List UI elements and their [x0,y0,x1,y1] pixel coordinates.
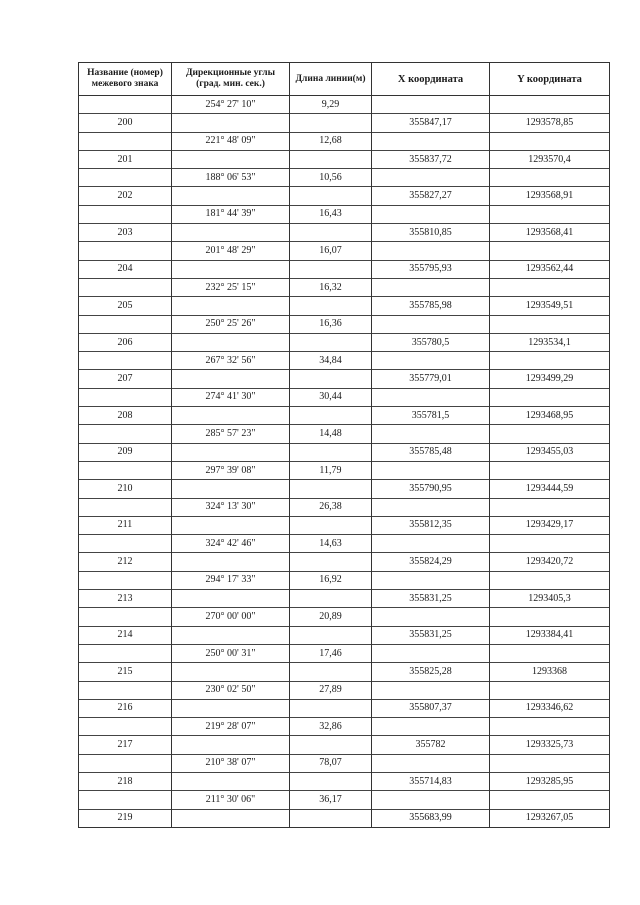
empty-cell [490,791,610,809]
y-coordinate: 1293455,03 [490,443,610,461]
empty-cell [79,718,172,736]
line-length: 11,79 [290,461,372,479]
empty-cell [290,736,372,754]
segment-row [79,242,610,260]
empty-cell [490,205,610,223]
marker-name: 219 [79,809,172,827]
y-coordinate: 1293568,41 [490,224,610,242]
marker-name: 206 [79,333,172,351]
table-header-row [79,63,610,96]
x-coordinate: 355790,95 [372,480,490,498]
point-row [79,407,610,425]
empty-cell [372,278,490,296]
marker-name: 209 [79,443,172,461]
empty-cell [372,791,490,809]
empty-cell [290,443,372,461]
marker-name: 210 [79,480,172,498]
empty-cell [490,571,610,589]
point-row [79,626,610,644]
empty-cell [79,498,172,516]
segment-row [79,535,610,553]
direction-angle: 250° 00' 31" [172,644,290,662]
empty-cell [79,388,172,406]
segment-row [79,315,610,333]
y-coordinate: 1293384,41 [490,626,610,644]
marker-name: 200 [79,114,172,132]
segment-row [79,425,610,443]
y-coordinate: 1293499,29 [490,370,610,388]
x-coordinate: 355837,72 [372,150,490,168]
x-coordinate: 355785,98 [372,297,490,315]
line-length: 12,68 [290,132,372,150]
segment-row [79,498,610,516]
line-length: 20,89 [290,608,372,626]
empty-cell [490,608,610,626]
empty-cell [172,516,290,534]
marker-name: 213 [79,590,172,608]
empty-cell [372,608,490,626]
segment-row [79,205,610,223]
empty-cell [79,754,172,772]
marker-name: 215 [79,663,172,681]
direction-angle: 210° 38' 07" [172,754,290,772]
empty-cell [172,553,290,571]
empty-cell [79,96,172,114]
marker-name: 211 [79,516,172,534]
segment-row [79,169,610,187]
marker-name: 216 [79,699,172,717]
empty-cell [172,663,290,681]
marker-name: 203 [79,224,172,242]
direction-angle: 250° 25' 26" [172,315,290,333]
empty-cell [172,736,290,754]
empty-cell [79,242,172,260]
empty-cell [290,772,372,790]
empty-cell [79,278,172,296]
segment-row [79,96,610,114]
direction-angle: 232° 25' 15" [172,278,290,296]
line-length: 17,46 [290,644,372,662]
empty-cell [290,699,372,717]
y-coordinate: 1293420,72 [490,553,610,571]
empty-cell [172,699,290,717]
x-coordinate: 355785,48 [372,443,490,461]
header-direction-angles: Дирекционные углы (град. мин. сек.) [172,63,290,96]
empty-cell [372,96,490,114]
point-row [79,150,610,168]
empty-cell [79,608,172,626]
direction-angle: 267° 32' 56" [172,352,290,370]
point-row [79,736,610,754]
line-length: 14,63 [290,535,372,553]
marker-name: 212 [79,553,172,571]
empty-cell [79,425,172,443]
point-row [79,333,610,351]
empty-cell [490,535,610,553]
empty-cell [290,224,372,242]
empty-cell [172,114,290,132]
header-line-length: Длина линии(м) [290,63,372,96]
x-coordinate: 355825,28 [372,663,490,681]
empty-cell [172,224,290,242]
direction-angle: 274° 41' 30" [172,388,290,406]
empty-cell [490,169,610,187]
empty-cell [490,425,610,443]
empty-cell [172,333,290,351]
empty-cell [79,644,172,662]
line-length: 16,36 [290,315,372,333]
empty-cell [290,333,372,351]
empty-cell [79,791,172,809]
empty-cell [172,772,290,790]
point-row [79,370,610,388]
x-coordinate: 355847,17 [372,114,490,132]
empty-cell [172,297,290,315]
direction-angle: 254° 27' 10" [172,96,290,114]
empty-cell [172,626,290,644]
empty-cell [290,370,372,388]
direction-angle: 294° 17' 33" [172,571,290,589]
direction-angle: 285° 57' 23" [172,425,290,443]
x-coordinate: 355780,5 [372,333,490,351]
empty-cell [290,663,372,681]
line-length: 16,43 [290,205,372,223]
empty-cell [490,498,610,516]
empty-cell [172,370,290,388]
empty-cell [290,150,372,168]
empty-cell [372,498,490,516]
direction-angle: 219° 28' 07" [172,718,290,736]
empty-cell [172,187,290,205]
marker-name: 218 [79,772,172,790]
header-y-coordinate: Y координата [490,63,610,96]
direction-angle: 297° 39' 08" [172,461,290,479]
y-coordinate: 1293570,4 [490,150,610,168]
empty-cell [372,681,490,699]
empty-cell [290,626,372,644]
empty-cell [172,443,290,461]
empty-cell [490,242,610,260]
marker-name: 214 [79,626,172,644]
y-coordinate: 1293444,59 [490,480,610,498]
y-coordinate: 1293405,3 [490,590,610,608]
y-coordinate: 1293468,95 [490,407,610,425]
line-length: 30,44 [290,388,372,406]
segment-row [79,388,610,406]
empty-cell [372,461,490,479]
point-row [79,590,610,608]
point-row [79,443,610,461]
empty-cell [79,352,172,370]
point-row [79,224,610,242]
x-coordinate: 355781,5 [372,407,490,425]
empty-cell [372,315,490,333]
empty-cell [372,644,490,662]
empty-cell [372,169,490,187]
empty-cell [490,388,610,406]
direction-angle: 230° 02' 50" [172,681,290,699]
empty-cell [290,297,372,315]
empty-cell [372,242,490,260]
x-coordinate: 355714,83 [372,772,490,790]
point-row [79,772,610,790]
y-coordinate: 1293346,62 [490,699,610,717]
empty-cell [290,260,372,278]
line-length: 32,86 [290,718,372,736]
empty-cell [490,718,610,736]
x-coordinate: 355795,93 [372,260,490,278]
line-length: 14,48 [290,425,372,443]
segment-row [79,278,610,296]
x-coordinate: 355779,01 [372,370,490,388]
header-marker-name: Название (номер) межевого знака [79,63,172,96]
header-x-coordinate: Х координата [372,63,490,96]
empty-cell [172,480,290,498]
x-coordinate: 355831,25 [372,626,490,644]
point-row [79,699,610,717]
empty-cell [372,754,490,772]
marker-name: 201 [79,150,172,168]
empty-cell [172,260,290,278]
x-coordinate: 355827,27 [372,187,490,205]
direction-angle: 211° 30' 06" [172,791,290,809]
y-coordinate: 1293267,05 [490,809,610,827]
empty-cell [79,169,172,187]
empty-cell [490,461,610,479]
line-length: 27,89 [290,681,372,699]
line-length: 36,17 [290,791,372,809]
point-row [79,260,610,278]
line-length: 16,92 [290,571,372,589]
empty-cell [172,590,290,608]
empty-cell [490,681,610,699]
point-row [79,114,610,132]
empty-cell [79,315,172,333]
marker-name: 217 [79,736,172,754]
empty-cell [290,809,372,827]
y-coordinate: 1293578,85 [490,114,610,132]
y-coordinate: 1293562,44 [490,260,610,278]
boundary-coordinates-table [78,62,610,828]
empty-cell [290,480,372,498]
empty-cell [490,278,610,296]
empty-cell [290,114,372,132]
y-coordinate: 1293549,51 [490,297,610,315]
direction-angle: 270° 00' 00" [172,608,290,626]
empty-cell [372,205,490,223]
empty-cell [172,407,290,425]
x-coordinate: 355807,37 [372,699,490,717]
point-row [79,187,610,205]
empty-cell [372,388,490,406]
segment-row [79,132,610,150]
x-coordinate: 355831,25 [372,590,490,608]
segment-row [79,608,610,626]
line-length: 9,29 [290,96,372,114]
point-row [79,516,610,534]
point-row [79,553,610,571]
marker-name: 202 [79,187,172,205]
empty-cell [490,96,610,114]
y-coordinate: 1293285,95 [490,772,610,790]
marker-name: 207 [79,370,172,388]
x-coordinate: 355782 [372,736,490,754]
empty-cell [79,205,172,223]
empty-cell [490,754,610,772]
empty-cell [79,681,172,699]
empty-cell [290,516,372,534]
y-coordinate: 1293325,73 [490,736,610,754]
line-length: 16,32 [290,278,372,296]
x-coordinate: 355812,35 [372,516,490,534]
empty-cell [172,809,290,827]
x-coordinate: 355810,85 [372,224,490,242]
marker-name: 204 [79,260,172,278]
empty-cell [372,132,490,150]
segment-row [79,791,610,809]
direction-angle: 324° 42' 46" [172,535,290,553]
marker-name: 205 [79,297,172,315]
empty-cell [490,132,610,150]
empty-cell [290,590,372,608]
x-coordinate: 355683,99 [372,809,490,827]
segment-row [79,571,610,589]
x-coordinate: 355824,29 [372,553,490,571]
empty-cell [79,132,172,150]
direction-angle: 324° 13' 30" [172,498,290,516]
line-length: 10,56 [290,169,372,187]
direction-angle: 201° 48' 29" [172,242,290,260]
direction-angle: 188° 06' 53" [172,169,290,187]
segment-row [79,352,610,370]
segment-row [79,644,610,662]
document-sheet [78,62,609,828]
empty-cell [290,553,372,571]
empty-cell [79,571,172,589]
empty-cell [490,644,610,662]
line-length: 16,07 [290,242,372,260]
segment-row [79,718,610,736]
point-row [79,663,610,681]
empty-cell [79,535,172,553]
direction-angle: 221° 48' 09" [172,132,290,150]
marker-name: 208 [79,407,172,425]
line-length: 26,38 [290,498,372,516]
y-coordinate: 1293368 [490,663,610,681]
table-body [79,96,610,828]
empty-cell [372,425,490,443]
point-row [79,480,610,498]
empty-cell [490,315,610,333]
empty-cell [490,352,610,370]
segment-row [79,461,610,479]
empty-cell [372,718,490,736]
y-coordinate: 1293429,17 [490,516,610,534]
point-row [79,297,610,315]
y-coordinate: 1293534,1 [490,333,610,351]
empty-cell [372,571,490,589]
empty-cell [79,461,172,479]
empty-cell [290,407,372,425]
line-length: 78,07 [290,754,372,772]
empty-cell [372,535,490,553]
empty-cell [290,187,372,205]
segment-row [79,754,610,772]
segment-row [79,681,610,699]
y-coordinate: 1293568,91 [490,187,610,205]
line-length: 34,84 [290,352,372,370]
empty-cell [372,352,490,370]
empty-cell [172,150,290,168]
point-row [79,809,610,827]
direction-angle: 181° 44' 39" [172,205,290,223]
